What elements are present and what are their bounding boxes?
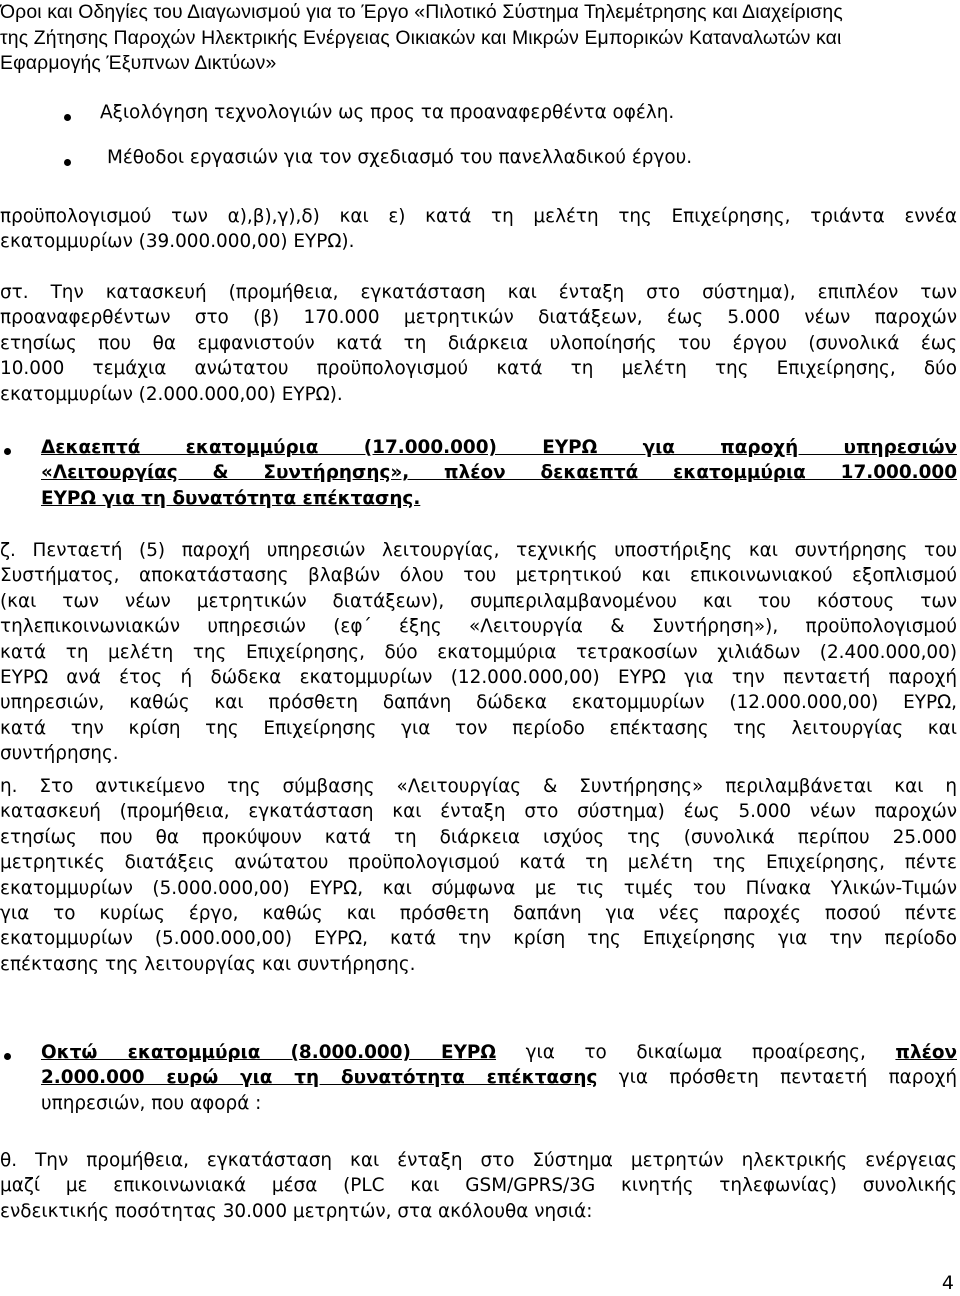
plain-text: για πρόσθετη πενταετή παροχή — [597, 1067, 957, 1089]
text-line: (και των νέων μετρητικών διατάξεων), συμπεριλαμβανομένου και του κόστους των — [0, 590, 957, 612]
bold-underlined-text: 2.000.000 ευρώ για τη δυνατότητα επέκτασης — [41, 1067, 598, 1089]
text-line: 10.000 τεμάχια ανώτατου προϋπολογισμού κατά τη μελέτη της Επιχείρησης, δύο — [0, 358, 957, 380]
text-line: μαζί με επικοινωνιακά μέσα (PLC και GSM/GPRS/3G κινητής τηλεφωνίας) συνολικής — [0, 1175, 957, 1197]
page-number: 4 — [941, 1272, 954, 1294]
text-line: συντήρησης. — [0, 743, 119, 765]
bullet-icon — [4, 1053, 11, 1060]
paragraph-budget — [0, 204, 957, 255]
text-line: προαναφερθέντων στο (β) 170.000 μετρητικών διατάξεων, έως 5.000 νέων παροχών — [0, 307, 957, 329]
text-line: υπηρεσιών, που αφορά : — [41, 1092, 262, 1114]
text-line: ετησίως που θα προκύψουν κατά τη διάρκεια ισχύος της (συνολικά περίπου 25.000 — [0, 826, 957, 848]
bold-underlined-text: Οκτώ εκατομμύρια (8.000.000) ΕΥΡΩ — [41, 1042, 497, 1063]
text-line: εκατομμυρίων (5.000.000,00) ΕΥΡΩ, κατά την κρίση της Επιχείρησης για την περίοδο — [0, 928, 957, 950]
text-line: ΕΥΡΩ για τη δυνατότητα επέκτασης. — [41, 487, 421, 509]
plain-text: για το δικαίωμα προαίρεσης, — [496, 1042, 896, 1063]
text-line: εκατομμυρίων (39.000.000,00) ΕΥΡΩ). — [0, 231, 355, 253]
text-line: επέκτασης της λειτουργίας και συντήρησης. — [0, 953, 416, 975]
text-line: ενδεικτικής ποσότητας 30.000 μετρητών, στα ακόλουθα νησιά: — [0, 1200, 593, 1222]
text-line: Συστήματος, αποκατάστασης βλαβών όλου του μετρητικού και επικοινωνιακού εξοπλισμού — [0, 565, 957, 587]
text-line: προϋπολογισμού των α),β),γ),δ) και ε) κατά τη μελέτη της Επιχείρησης, τριάντα εννέα — [0, 206, 957, 227]
text-line: ΕΥΡΩ ανά έτος ή δώδεκα εκατομμυρίων (12.000.000,00) ΕΥΡΩ για την πενταετή παροχή — [0, 667, 957, 689]
text-line — [41, 1065, 957, 1090]
document-header — [0, 0, 960, 77]
text-line: ετησίως που θα εμφανιστούν κατά τη διάρκεια υλοποίησής του έργου (συνολικά έως — [0, 332, 957, 354]
bullet-icon — [64, 159, 71, 166]
text-line: στ. Την κατασκευή (προμήθεια, εγκατάσταση και ένταξη στο σύστημα), επιπλέον των — [0, 282, 957, 303]
bullet-item: Αξιολόγηση τεχνολογιών ως προς τα προαναφερθέντα οφέλη. — [100, 102, 675, 123]
bullet-icon — [4, 448, 11, 455]
text-line — [41, 1040, 957, 1065]
bullet-icon — [64, 114, 71, 121]
text-line: κατά τη μελέτη της Επιχείρησης, δύο εκατομμύρια τετρακοσίων χιλιάδων (2.400.000,00) — [0, 641, 957, 663]
paragraph-th — [0, 1148, 957, 1224]
header-line: Όροι και Οδηγίες του Διαγωνισμού για το Έργο «Πιλοτικό Σύστημα Τηλεμέτρησης και Διαχείρισης — [0, 1, 843, 23]
text-line: μετρητικές διατάξεις ανώτατου προϋπολογισμού κατά τη μελέτη της Επιχείρησης, πέντε — [0, 852, 957, 874]
text-line: «Λειτουργίας & Συντήρησης», πλέον δεκαεπτά εκατομμύρια 17.000.000 — [41, 462, 957, 484]
text-line: ζ. Πενταετή (5) παροχή υπηρεσιών λειτουργίας, τεχνικής υποστήριξης και συντήρησης του — [0, 540, 957, 561]
text-line: εκατομμυρίων (2.000.000,00) ΕΥΡΩ). — [0, 383, 343, 405]
text-line: κατασκευή (προμήθεια, εγκατάσταση και ένταξη στο σύστημα) έως 5.000 νέων παροχών — [0, 801, 957, 823]
text-line: τηλεπικοινωνιακών υπηρεσιών (εφ΄ έξης «Λειτουργία & Συντήρηση»), προϋπολογισμού — [0, 616, 957, 638]
bold-underlined-text: πλέον — [895, 1042, 958, 1063]
text-line: η. Στο αντικείμενο της σύμβασης «Λειτουργίας & Συντήρησης» περιλαμβάνεται και η — [0, 776, 957, 797]
header-line: της Ζήτησης Παροχών Ηλεκτρικής Ενέργειας Οικιακών και Μικρών Εμπορικών Καταναλωτών και — [0, 26, 842, 49]
paragraph-h — [0, 774, 957, 977]
text-line: θ. Την προμήθεια, εγκατάσταση και ένταξη στο Σύστημα μετρητών ηλεκτρικής ενέργειας — [0, 1150, 957, 1171]
bullet-item: Μέθοδοι εργασιών για τον σχεδιασμό του πανελλαδικού έργου. — [107, 147, 693, 168]
bullet-eight-million — [41, 1040, 957, 1116]
text-line: υπηρεσιών, καθώς και πρόσθετη δαπάνη δώδεκα εκατομμυρίων (12.000.000,00) ΕΥΡΩ, — [0, 692, 957, 714]
paragraph-z — [0, 538, 957, 767]
text-line: κατά την κρίση της Επιχείρησης για τον περίοδο επέκτασης της λειτουργίας και — [0, 717, 957, 739]
text-line: Δεκαεπτά εκατομμύρια (17.000.000) ΕΥΡΩ για παροχή υπηρεσιών — [41, 437, 957, 458]
text-line: εκατομμυρίων (5.000.000,00) ΕΥΡΩ, και σύμφωνα με τις τιμές του Πίνακα Υλικών-Τιμών — [0, 877, 957, 899]
header-line: Εφαρμογής Έξυπνων Δικτύων» — [0, 52, 277, 74]
text-line: για το κυρίως έργο, καθώς και πρόσθετη δαπάνη για νέες παροχές ποσού πέντε — [0, 903, 957, 925]
bullet-seventeen-million — [41, 435, 957, 511]
paragraph-st — [0, 280, 957, 407]
